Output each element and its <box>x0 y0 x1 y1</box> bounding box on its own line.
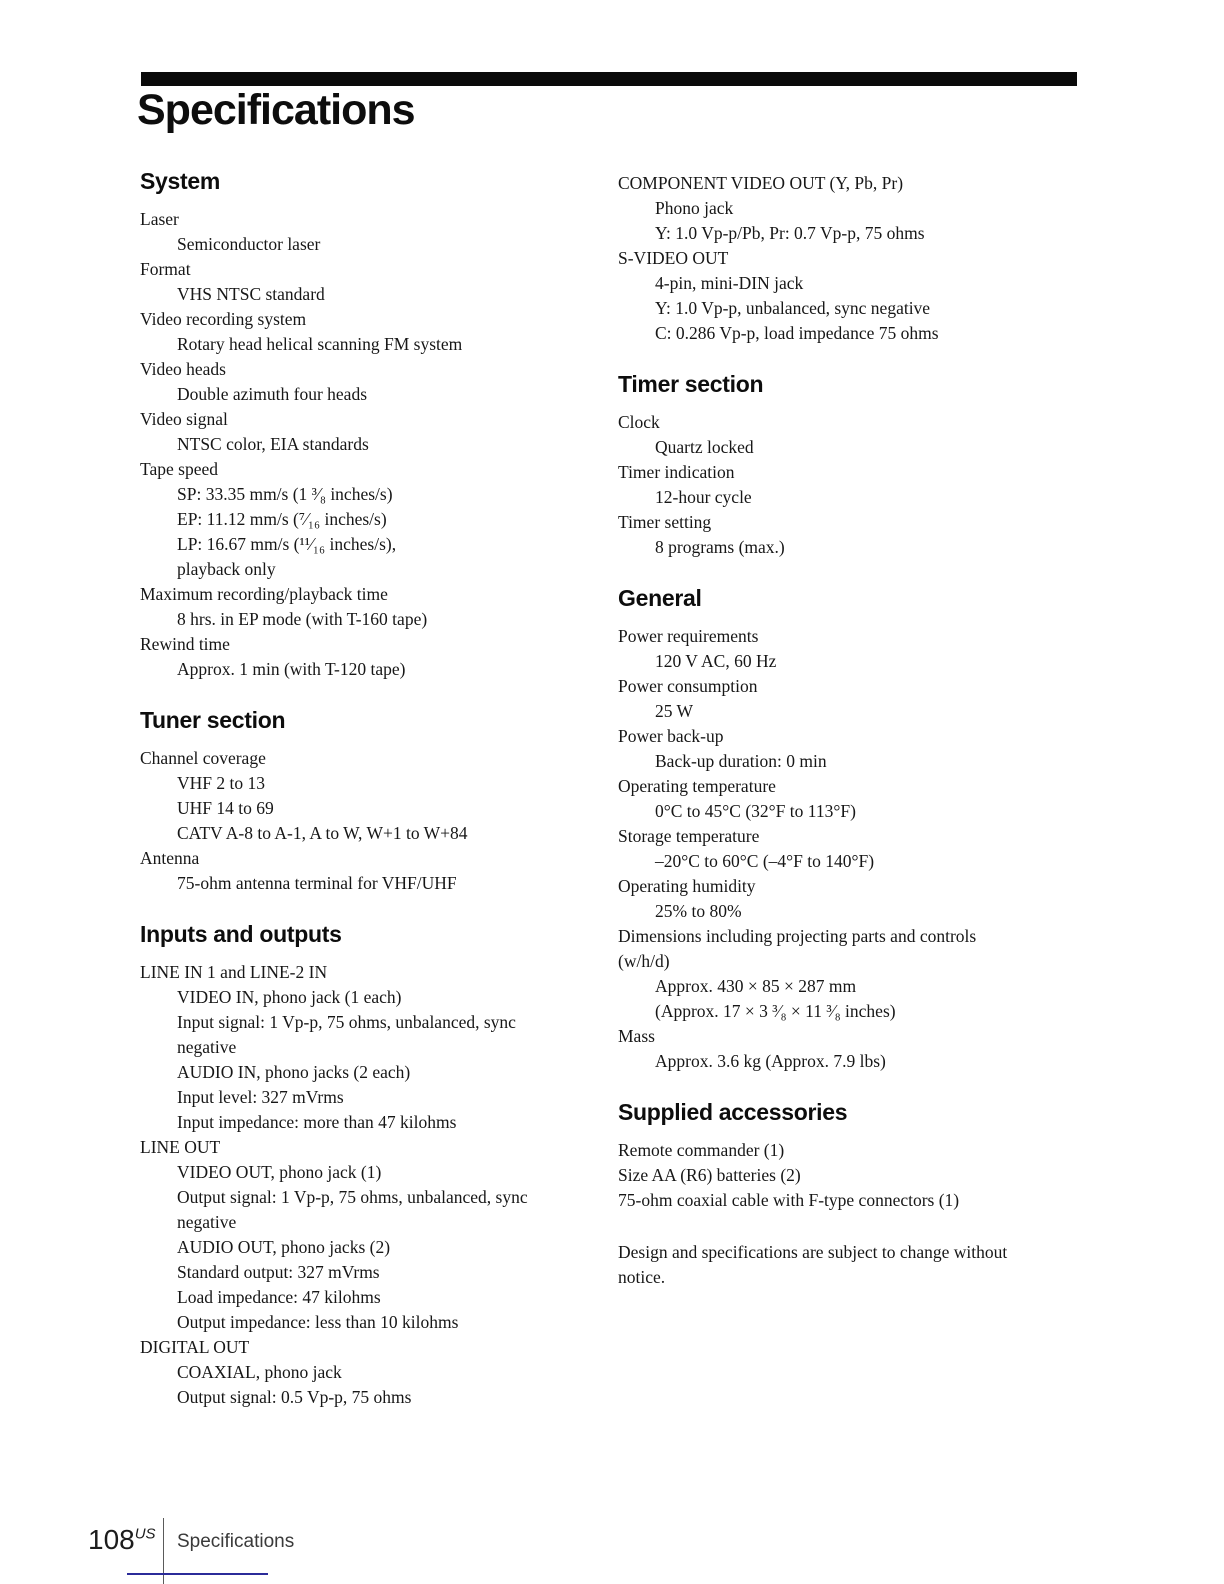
spec-line: Phono jack <box>655 198 734 218</box>
spec-line: C: 0.286 Vp-p, load impedance 75 ohms <box>655 323 939 343</box>
footer-blue-rule <box>127 1573 268 1575</box>
spec-line: Load impedance: 47 kilohms <box>177 1287 381 1307</box>
spec-line: 25% to 80% <box>655 901 742 921</box>
spec-line: Video recording system <box>140 309 307 329</box>
spec-section <box>140 921 618 1410</box>
spec-line: Double azimuth four heads <box>177 384 368 404</box>
spec-line: Remote commander (1) <box>618 1140 785 1160</box>
spec-line: Semiconductor laser <box>177 234 321 254</box>
spec-line: playback only <box>177 559 276 579</box>
spec-line: LP: 16.67 mm/s (¹¹⁄₁₆ inches/s), <box>177 534 397 554</box>
spec-line: Mass <box>618 1026 655 1046</box>
spec-section <box>618 1099 1088 1213</box>
spec-line: –20°C to 60°C (–4°F to 140°F) <box>655 851 875 871</box>
spec-line: Rewind time <box>140 634 230 654</box>
spec-line: AUDIO OUT, phono jacks (2) <box>177 1237 391 1257</box>
spec-line: Back-up duration: 0 min <box>655 751 827 771</box>
spec-line: EP: 11.12 mm/s (⁷⁄₁₆ inches/s) <box>177 509 387 529</box>
spec-line: Size AA (R6) batteries (2) <box>618 1165 801 1185</box>
spec-line: COAXIAL, phono jack <box>177 1362 342 1382</box>
spec-line: Approx. 3.6 kg (Approx. 7.9 lbs) <box>655 1051 886 1071</box>
spec-line: COMPONENT VIDEO OUT (Y, Pb, Pr) <box>618 173 904 193</box>
spec-section <box>618 171 1088 346</box>
spec-section <box>618 371 1088 560</box>
title-rule-bar <box>141 72 1077 86</box>
spec-line: (Approx. 17 × 3 ³⁄₈ × 11 ³⁄₈ inches) <box>655 1001 896 1021</box>
spec-line: 8 hrs. in EP mode (with T-160 tape) <box>177 609 428 629</box>
spec-section <box>618 1240 1088 1290</box>
spec-line: Output signal: 1 Vp-p, 75 ohms, unbalanced, sync <box>177 1187 528 1207</box>
spec-line: 75-ohm coaxial cable with F-type connectors (1) <box>618 1190 960 1210</box>
section-heading: Timer section <box>618 371 764 397</box>
page-title: Specifications <box>137 86 415 134</box>
spec-line: Power requirements <box>618 626 759 646</box>
spec-line: Video signal <box>140 409 228 429</box>
section-heading: Tuner section <box>140 707 286 733</box>
footer-section-label: Specifications <box>177 1531 295 1552</box>
spec-line: 120 V AC, 60 Hz <box>655 651 777 671</box>
page-number-region-superscript: US <box>134 1525 156 1543</box>
spec-line: Channel coverage <box>140 748 266 768</box>
spec-line: VIDEO OUT, phono jack (1) <box>177 1162 382 1182</box>
spec-line: Operating humidity <box>618 876 756 896</box>
spec-line: S-VIDEO OUT <box>618 248 729 268</box>
spec-line: DIGITAL OUT <box>140 1337 250 1357</box>
spec-line: Input signal: 1 Vp-p, 75 ohms, unbalanced, sync <box>177 1012 516 1032</box>
spec-line: Output signal: 0.5 Vp-p, 75 ohms <box>177 1387 412 1407</box>
spec-line: Input impedance: more than 47 kilohms <box>177 1112 457 1132</box>
spec-line: Quartz locked <box>655 437 754 457</box>
spec-line: Timer setting <box>618 512 712 532</box>
spec-line: CATV A-8 to A-1, A to W, W+1 to W+84 <box>177 823 468 843</box>
spec-line: Y: 1.0 Vp-p, unbalanced, sync negative <box>655 298 931 318</box>
spec-line: negative <box>177 1212 237 1232</box>
spec-line: Power back-up <box>618 726 724 746</box>
column-right <box>618 168 1088 1410</box>
spec-line: VIDEO IN, phono jack (1 each) <box>177 987 402 1007</box>
spec-columns <box>140 168 1088 1410</box>
spec-line: AUDIO IN, phono jacks (2 each) <box>177 1062 411 1082</box>
spec-line: UHF 14 to 69 <box>177 798 274 818</box>
spec-line: Antenna <box>140 848 200 868</box>
spec-line: LINE OUT <box>140 1137 221 1157</box>
spec-line: Standard output: 327 mVrms <box>177 1262 380 1282</box>
spec-line: Video heads <box>140 359 226 379</box>
spec-section <box>140 707 618 896</box>
spec-line: Input level: 327 mVrms <box>177 1087 344 1107</box>
spec-line: Power consumption <box>618 676 758 696</box>
spec-line: notice. <box>618 1267 666 1287</box>
section-heading: System <box>140 168 221 194</box>
spec-line: negative <box>177 1037 237 1057</box>
spec-line: (w/h/d) <box>618 951 670 971</box>
page-number-value: 108 <box>88 1524 135 1555</box>
spec-section <box>618 585 1088 1074</box>
section-heading: Inputs and outputs <box>140 921 342 947</box>
spec-line: VHF 2 to 13 <box>177 773 265 793</box>
spec-line: LINE IN 1 and LINE-2 IN <box>140 962 328 982</box>
spec-line: 12-hour cycle <box>655 487 752 507</box>
spec-line: Output impedance: less than 10 kilohms <box>177 1312 459 1332</box>
section-heading: General <box>618 585 702 611</box>
spec-line: 8 programs (max.) <box>655 537 785 557</box>
spec-line: Rotary head helical scanning FM system <box>177 334 463 354</box>
spec-line: VHS NTSC standard <box>177 284 325 304</box>
spec-line: SP: 33.35 mm/s (1 ³⁄₈ inches/s) <box>177 484 393 504</box>
spec-line: Laser <box>140 209 179 229</box>
spec-line: NTSC color, EIA standards <box>177 434 369 454</box>
spec-line: 25 W <box>655 701 694 721</box>
spec-section <box>140 168 618 682</box>
section-heading: Supplied accessories <box>618 1099 848 1125</box>
spec-line: Approx. 1 min (with T-120 tape) <box>177 659 406 679</box>
spec-line: Format <box>140 259 191 279</box>
column-left <box>140 168 618 1410</box>
spec-line: Y: 1.0 Vp-p/Pb, Pr: 0.7 Vp-p, 75 ohms <box>655 223 925 243</box>
spec-line: Dimensions including projecting parts and controls <box>618 926 977 946</box>
spec-line: Timer indication <box>618 462 735 482</box>
spec-line: Clock <box>618 412 660 432</box>
spec-line: 75-ohm antenna terminal for VHF/UHF <box>177 873 457 893</box>
page-number <box>88 1524 156 1556</box>
spec-line: 4-pin, mini-DIN jack <box>655 273 804 293</box>
spec-line: Design and specifications are subject to change without <box>618 1242 1008 1262</box>
spec-line: Tape speed <box>140 459 218 479</box>
spec-line: Operating temperature <box>618 776 776 796</box>
spec-line: Approx. 430 × 85 × 287 mm <box>655 976 857 996</box>
spec-line: 0°C to 45°C (32°F to 113°F) <box>655 801 856 821</box>
spec-line: Storage temperature <box>618 826 760 846</box>
page-footer <box>0 1500 600 1584</box>
spec-line: Maximum recording/playback time <box>140 584 388 604</box>
